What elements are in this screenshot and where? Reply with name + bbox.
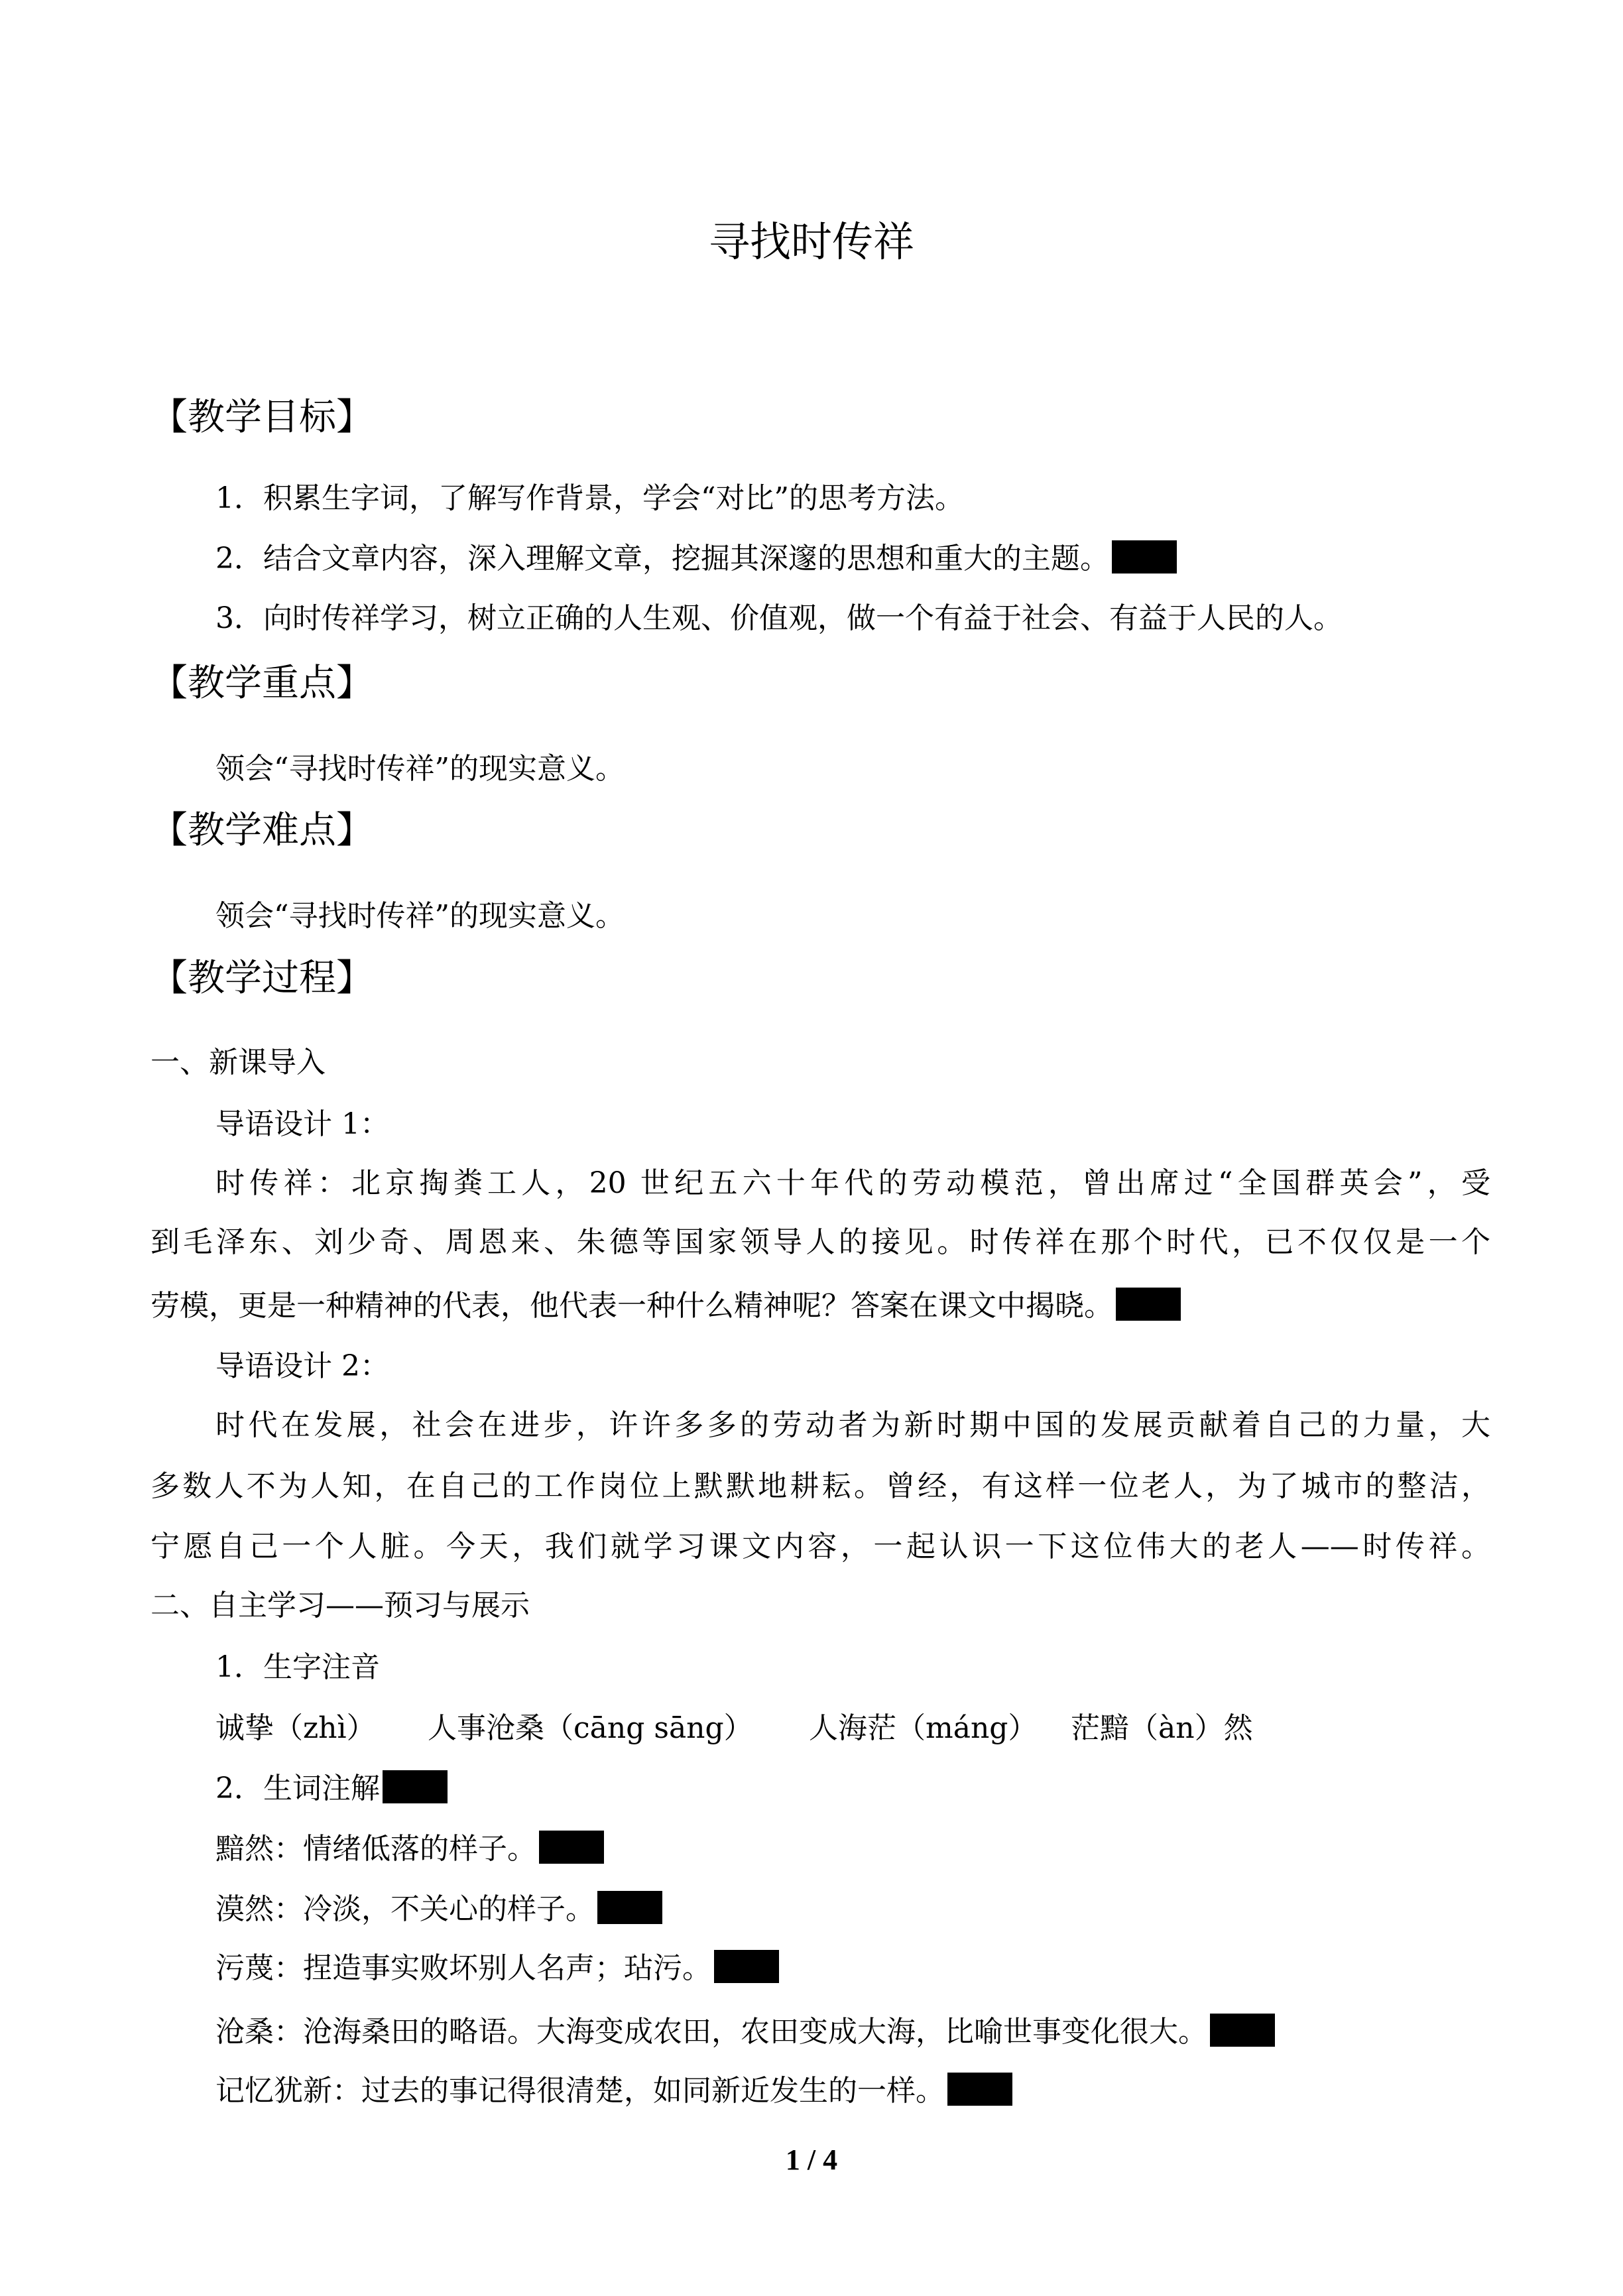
vocab-item-text: 漠然：冷淡，不关心的样子。: [215, 1892, 595, 1926]
paragraph-line-text: 时传祥：北京掏粪工人，20 世纪五六十年代的劳动模范，曾出席过“全国群英会”，受: [215, 1166, 1490, 1200]
process-heading-text: 【教学过程】: [150, 957, 373, 1000]
intro-label: [215, 1107, 389, 1142]
section-title: [150, 1589, 530, 1623]
goals-heading: [150, 396, 373, 439]
goal-item-text: 3．向时传祥学习，树立正确的人生观、价值观，做一个有益于社会、有益于人民的人。: [215, 601, 1343, 635]
goals-heading-text: 【教学目标】: [150, 396, 373, 439]
paragraph-line: [215, 1408, 1490, 1443]
process-heading: [150, 957, 373, 1000]
key-text-text: 领会“寻找时传祥”的现实意义。: [215, 752, 625, 786]
paragraph-line-text: 劳模，更是一种精神的代表，他代表一种什么精神呢？答案在课文中揭晓。: [150, 1289, 1113, 1323]
difficulty-heading-text: 【教学难点】: [150, 809, 373, 852]
goal-item: [215, 601, 1343, 636]
vocab-item-text: 黯然：情绪低落的样子。: [215, 1832, 536, 1866]
vocab-item-text: 记忆犹新：过去的事记得很清楚，如同新近发生的一样。: [215, 2074, 945, 2108]
pinyin-item: 茫黯（àn）然: [1071, 1711, 1253, 1745]
intro-label-text: 导语设计 2：: [215, 1349, 389, 1383]
paragraph-line: [150, 1469, 1490, 1504]
key-heading: [150, 662, 373, 705]
section-title-text: 二、自主学习——预习与展示: [150, 1589, 530, 1622]
difficulty-heading: [150, 810, 373, 852]
redaction-block: [1116, 1288, 1181, 1321]
pinyin-item: 人海茫（máng）: [809, 1711, 1038, 1745]
paragraph-line: [150, 1288, 1181, 1323]
paragraph-line-text: 宁愿自己一个人脏。今天，我们就学习课文内容，一起认识一下这位伟大的老人——时传祥。: [150, 1530, 1490, 1563]
difficulty-text-text: 领会“寻找时传祥”的现实意义。: [215, 899, 625, 933]
redaction-block: [1210, 2014, 1275, 2047]
goal-item-text: 1．积累生字词，了解写作背景，学会“对比”的思考方法。: [215, 481, 964, 515]
pinyin-label: [215, 1650, 380, 1685]
difficulty-text: [215, 899, 625, 934]
paragraph-line-text: 时代在发展，社会在进步，许许多多的劳动者为新时期中国的发展贡献着自己的力量，大: [215, 1408, 1490, 1442]
vocab-item-text: 沧桑：沧海桑田的略语。大海变成农田，农田变成大海，比喻世事变化很大。: [215, 2015, 1207, 2049]
redaction-block: [383, 1770, 448, 1803]
vocab-label: [215, 1770, 448, 1806]
section-title-text: 一、新课导入: [150, 1046, 326, 1079]
vocab-item: [215, 2014, 1275, 2049]
paragraph-line-text: 到毛泽东、刘少奇、周恩来、朱德等国家领导人的接见。时传祥在那个时代，已不仅仅是一个: [150, 1225, 1490, 1259]
intro-label: [215, 1349, 389, 1384]
vocab-item: [215, 1891, 662, 1927]
paragraph-line: [150, 1530, 1490, 1564]
key-heading-text: 【教学重点】: [150, 662, 373, 705]
vocab-item-text: 污蔑：捏造事实败坏别人名声；玷污。: [215, 1951, 711, 1985]
goal-item: [215, 540, 1177, 576]
paragraph-line-text: 多数人不为人知，在自己的工作岗位上默默地耕耘。曾经，有这样一位老人，为了城市的整洁，: [150, 1469, 1490, 1503]
document-title: 寻找时传祥: [708, 217, 914, 266]
redaction-block: [947, 2073, 1012, 2106]
vocab-item: [215, 1950, 779, 1986]
redaction-block: [597, 1891, 662, 1924]
pinyin-item: 诚挚（zhì）: [215, 1711, 376, 1745]
goal-item-text: 2．结合文章内容，深入理解文章，挖掘其深邃的思想和重大的主题。: [215, 542, 1109, 575]
vocab-item: [215, 2073, 1012, 2108]
redaction-block: [714, 1950, 779, 1983]
intro-label-text: 导语设计 1：: [215, 1107, 389, 1141]
vocab-label-text: 2．生词注解: [215, 1772, 380, 1805]
key-text: [215, 752, 625, 786]
page-number: 1 / 4: [785, 2144, 838, 2176]
redaction-block: [539, 1831, 604, 1864]
pinyin-item: 人事沧桑（cāng sāng）: [428, 1711, 753, 1745]
section-title: [150, 1046, 326, 1080]
pinyin-label-text: 1．生字注音: [215, 1650, 380, 1684]
paragraph-line: [150, 1225, 1490, 1260]
vocab-item: [215, 1831, 604, 1866]
redaction-block: [1112, 540, 1177, 574]
paragraph-line: [215, 1166, 1490, 1201]
goal-item: [215, 481, 964, 516]
